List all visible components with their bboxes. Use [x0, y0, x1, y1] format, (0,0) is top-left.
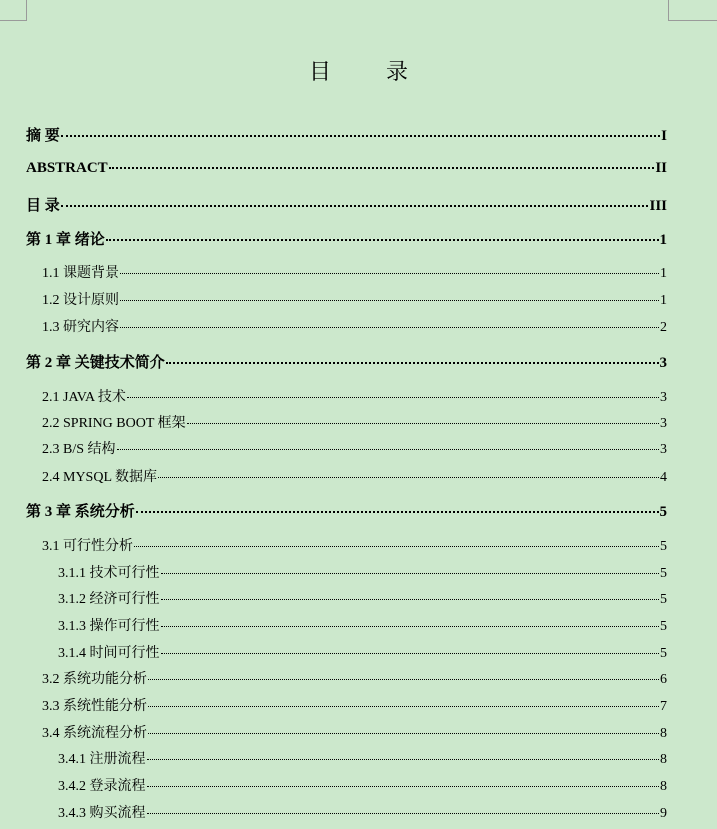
toc-leader-dots [147, 759, 660, 760]
toc-entry[interactable] [42, 535, 667, 555]
toc-leader-dots [61, 135, 660, 137]
toc-entry[interactable] [26, 500, 667, 521]
toc-leader-dots [147, 786, 660, 787]
toc-entry-page-number: 8 [660, 779, 667, 794]
toc-entry-page-number: III [649, 198, 667, 214]
toc-entry[interactable] [42, 262, 667, 282]
toc-entry-page-number: I [661, 128, 667, 144]
toc-entry-page-number: 6 [660, 672, 667, 687]
toc-entry[interactable] [58, 748, 667, 768]
toc-entry-label: 3.2 系统功能分析 [42, 672, 147, 687]
toc-entry[interactable] [42, 289, 667, 309]
toc-entry[interactable] [42, 668, 667, 688]
toc-entry[interactable] [58, 588, 667, 608]
toc-entry[interactable] [58, 562, 667, 582]
toc-entry[interactable] [42, 438, 667, 458]
toc-leader-dots [148, 679, 659, 680]
toc-entry-label: 3.1.4 时间可行性 [58, 646, 160, 661]
toc-entry-label: 3.4.3 购买流程 [58, 806, 146, 821]
toc-entry[interactable] [26, 228, 667, 249]
toc-entry[interactable] [42, 412, 667, 432]
toc-entry-label: 2.2 SPRING BOOT 框架 [42, 416, 186, 431]
toc-entry[interactable] [42, 386, 667, 406]
toc-leader-dots [134, 546, 659, 547]
toc-entry-label: ABSTRACT [26, 160, 108, 176]
toc-leader-dots [127, 397, 659, 398]
toc-leader-dots [120, 273, 659, 274]
toc-entry-label: 3.4.2 登录流程 [58, 779, 146, 794]
toc-entry-page-number: 3 [660, 442, 667, 457]
toc-entry-page-number: 1 [660, 266, 667, 281]
toc-entry[interactable] [58, 775, 667, 795]
toc-entry-label: 1.2 设计原则 [42, 293, 119, 308]
toc-leader-dots [161, 653, 660, 654]
toc-entry-page-number: II [655, 160, 667, 176]
toc-entry-label: 2.3 B/S 结构 [42, 442, 116, 457]
toc-leader-dots [147, 813, 660, 814]
toc-leader-dots [187, 423, 659, 424]
toc-entry-page-number: 1 [660, 293, 667, 308]
toc-entry-page-number: 1 [659, 232, 667, 248]
toc-leader-dots [161, 573, 660, 574]
toc-entry-page-number: 5 [660, 539, 667, 554]
page-corner-mark-top-left [0, 0, 27, 21]
toc-entry-page-number: 3 [659, 355, 667, 371]
toc-entry[interactable] [42, 722, 667, 742]
toc-leader-dots [136, 511, 659, 513]
toc-leader-dots [117, 449, 659, 450]
toc-entry-page-number: 5 [660, 646, 667, 661]
toc-entry-label: 3.1 可行性分析 [42, 539, 133, 554]
toc-entry-label: 3.4.1 注册流程 [58, 752, 146, 767]
toc-entry[interactable] [42, 466, 667, 486]
toc-entry-page-number: 5 [659, 504, 667, 520]
toc-entry-label: 2.1 JAVA 技术 [42, 390, 126, 405]
toc-entry-page-number: 8 [660, 726, 667, 741]
toc-entry[interactable] [42, 695, 667, 715]
toc-entry-label: 第 1 章 绪论 [26, 232, 105, 248]
toc-leader-dots [120, 327, 659, 328]
toc-entry-label: 2.4 MYSQL 数据库 [42, 470, 157, 485]
toc-entry-page-number: 5 [660, 566, 667, 581]
toc-entry-label: 1.3 研究内容 [42, 320, 119, 335]
toc-entry-label: 1.1 课题背景 [42, 266, 119, 281]
toc-entry[interactable] [26, 124, 667, 145]
toc-entry-label: 第 2 章 关键技术简介 [26, 355, 165, 371]
toc-entry-page-number: 8 [660, 752, 667, 767]
toc-entry-page-number: 5 [660, 592, 667, 607]
toc-leader-dots [61, 205, 649, 207]
toc-entry-page-number: 5 [660, 619, 667, 634]
toc-leader-dots [148, 733, 659, 734]
toc-leader-dots [161, 626, 660, 627]
toc-entry-label: 3.1.2 经济可行性 [58, 592, 160, 607]
toc-title: 目 录 [309, 60, 432, 85]
toc-entry[interactable] [58, 802, 667, 822]
toc-leader-dots [166, 362, 659, 364]
toc-entry-label: 摘 要 [26, 128, 60, 144]
toc-entry-page-number: 3 [660, 416, 667, 431]
toc-entry-page-number: 7 [660, 699, 667, 714]
toc-entry-page-number: 9 [660, 806, 667, 821]
toc-leader-dots [148, 706, 659, 707]
toc-entry-label: 3.1.3 操作可行性 [58, 619, 160, 634]
toc-entry-label: 目 录 [26, 198, 60, 214]
toc-leader-dots [161, 599, 660, 600]
toc-entry-label: 第 3 章 系统分析 [26, 504, 135, 520]
toc-entry[interactable] [42, 316, 667, 336]
toc-entry[interactable] [26, 351, 667, 372]
toc-leader-dots [120, 300, 659, 301]
toc-leader-dots [158, 477, 659, 478]
toc-leader-dots [106, 239, 659, 241]
toc-entry[interactable] [58, 615, 667, 635]
toc-entry[interactable] [58, 642, 667, 662]
toc-entry-page-number: 3 [660, 390, 667, 405]
toc-entry-label: 3.4 系统流程分析 [42, 726, 147, 741]
toc-entry-label: 3.1.1 技术可行性 [58, 566, 160, 581]
toc-entry[interactable] [26, 160, 667, 177]
page-corner-mark-top-right [668, 0, 717, 21]
toc-entry-label: 3.3 系统性能分析 [42, 699, 147, 714]
toc-leader-dots [109, 167, 655, 169]
toc-entry[interactable] [26, 194, 667, 215]
toc-entry-page-number: 2 [660, 320, 667, 335]
toc-entry-page-number: 4 [660, 470, 667, 485]
